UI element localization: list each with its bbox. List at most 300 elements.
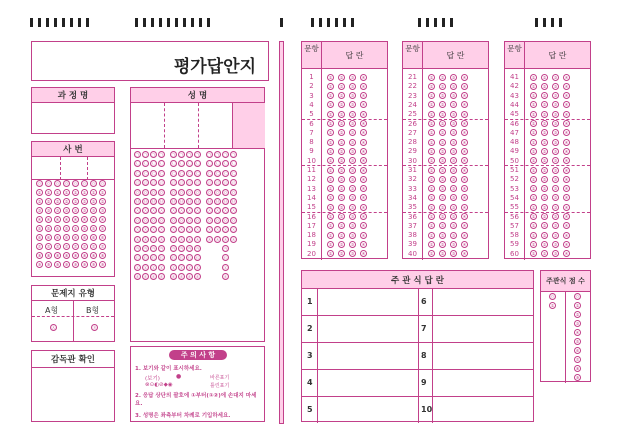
id-digit-bubble[interactable]: ⑥: [73, 235, 78, 240]
choice-bubble[interactable]: ③: [350, 93, 355, 99]
choice-bubble[interactable]: ①: [328, 130, 333, 136]
choice-bubble[interactable]: ①: [328, 83, 333, 89]
name-char-bubble[interactable]: ㉤: [215, 189, 220, 195]
name-char-bubble[interactable]: ㉧: [143, 217, 148, 223]
name-char-bubble[interactable]: ㉤: [187, 189, 192, 195]
name-char-bubble[interactable]: ㉥: [223, 198, 228, 204]
name-box[interactable]: [130, 87, 265, 342]
name-char-bubble[interactable]: ㉩: [151, 236, 156, 242]
name-char-bubble[interactable]: ㉨: [187, 227, 192, 233]
choice-bubble[interactable]: ②: [440, 83, 445, 89]
answer-row[interactable]: [302, 101, 387, 109]
id-digit-bubble[interactable]: ④: [100, 217, 105, 222]
choice-bubble[interactable]: ④: [564, 158, 569, 164]
name-char-bubble[interactable]: ㉤: [143, 189, 148, 195]
choice-bubble[interactable]: ④: [462, 186, 467, 192]
name-char-bubble[interactable]: ㉧: [187, 217, 192, 223]
choice-bubble[interactable]: ①: [328, 241, 333, 247]
choice-bubble[interactable]: ④: [564, 251, 569, 257]
choice-bubble[interactable]: ②: [542, 167, 547, 173]
choice-bubble[interactable]: ②: [440, 158, 445, 164]
choice-bubble[interactable]: ③: [553, 251, 558, 257]
choice-bubble[interactable]: ④: [361, 223, 366, 229]
choice-bubble[interactable]: ④: [462, 139, 467, 145]
choice-bubble[interactable]: ①: [531, 83, 536, 89]
id-digit-bubble[interactable]: ④: [91, 217, 96, 222]
choice-bubble[interactable]: ③: [553, 83, 558, 89]
name-char-bubble[interactable]: ㉨: [231, 227, 236, 233]
choice-bubble[interactable]: ①: [328, 139, 333, 145]
choice-bubble[interactable]: ①: [328, 158, 333, 164]
name-char-bubble[interactable]: ㉪: [159, 245, 164, 251]
name-char-bubble[interactable]: ㉨: [207, 227, 212, 233]
answer-row[interactable]: [403, 157, 488, 165]
choice-bubble[interactable]: ④: [564, 102, 569, 108]
choice-bubble[interactable]: ④: [361, 83, 366, 89]
choice-bubble[interactable]: ①: [531, 158, 536, 164]
name-char-bubble[interactable]: ㉦: [207, 208, 212, 214]
name-char-bubble[interactable]: ㉩: [171, 236, 176, 242]
choice-bubble[interactable]: ③: [451, 195, 456, 201]
choice-bubble[interactable]: ③: [553, 241, 558, 247]
id-digit-bubble[interactable]: ⑨: [91, 262, 96, 267]
name-char-bubble[interactable]: ㉪: [143, 245, 148, 251]
answer-row[interactable]: [505, 92, 590, 100]
name-char-bubble[interactable]: ㉡: [151, 161, 156, 167]
choice-bubble[interactable]: ①: [429, 204, 434, 210]
choice-bubble[interactable]: ②: [440, 93, 445, 99]
choice-bubble[interactable]: ③: [553, 223, 558, 229]
name-char-bubble[interactable]: ㉠: [171, 152, 176, 157]
name-char-bubble[interactable]: ㉩: [223, 236, 228, 242]
choice-bubble[interactable]: ②: [542, 102, 547, 108]
name-char-bubble[interactable]: ㉢: [187, 170, 192, 176]
choice-bubble[interactable]: ①: [429, 111, 434, 117]
choice-bubble[interactable]: ②: [440, 148, 445, 154]
name-char-bubble[interactable]: ㉬: [143, 264, 148, 270]
choice-bubble[interactable]: ②: [542, 111, 547, 117]
choice-bubble[interactable]: ②: [440, 102, 445, 108]
id-digit-bubble[interactable]: ⓪: [37, 181, 42, 186]
choice-bubble[interactable]: ①: [429, 241, 434, 247]
choice-bubble[interactable]: ①: [429, 167, 434, 173]
choice-bubble[interactable]: ④: [361, 195, 366, 201]
choice-bubble[interactable]: ④: [462, 130, 467, 136]
choice-bubble[interactable]: ③: [553, 93, 558, 99]
id-digit-bubble[interactable]: ⓪: [55, 181, 60, 186]
name-char-bubble[interactable]: ㉣: [179, 180, 184, 186]
choice-bubble[interactable]: ④: [462, 223, 467, 229]
choice-bubble[interactable]: ③: [553, 214, 558, 219]
name-char-bubble[interactable]: ㉪: [187, 245, 192, 251]
choice-bubble[interactable]: ②: [440, 186, 445, 192]
choice-bubble[interactable]: ④: [462, 83, 467, 89]
name-char-bubble[interactable]: ㉡: [171, 161, 176, 167]
name-char-bubble[interactable]: ㉠: [187, 152, 192, 157]
choice-bubble[interactable]: ②: [440, 251, 445, 257]
name-char-bubble[interactable]: ㉦: [171, 208, 176, 214]
choice-bubble[interactable]: ④: [564, 186, 569, 192]
name-char-bubble[interactable]: ㉫: [159, 255, 164, 261]
name-char-bubble[interactable]: ㉢: [223, 170, 228, 176]
choice-bubble[interactable]: ④: [361, 214, 366, 219]
name-char-bubble[interactable]: ㉤: [223, 189, 228, 195]
name-char-bubble[interactable]: ㉡: [135, 161, 140, 167]
choice-bubble[interactable]: ②: [542, 241, 547, 247]
id-digit-bubble[interactable]: ⑦: [64, 244, 69, 249]
name-char-bubble[interactable]: ㉢: [135, 170, 140, 176]
answer-row[interactable]: [302, 175, 387, 183]
choice-bubble[interactable]: ①: [429, 158, 434, 164]
choice-bubble[interactable]: ①: [531, 167, 536, 173]
choice-bubble[interactable]: ③: [553, 186, 558, 192]
answer-row[interactable]: [302, 213, 387, 221]
choice-bubble[interactable]: ②: [339, 93, 344, 99]
answer-row[interactable]: [403, 120, 488, 128]
choice-bubble[interactable]: ③: [553, 102, 558, 108]
choice-bubble[interactable]: ④: [564, 214, 569, 219]
choice-bubble[interactable]: ④: [361, 176, 366, 182]
id-digit-bubble[interactable]: ⑧: [37, 253, 42, 258]
choice-bubble[interactable]: ③: [350, 139, 355, 145]
choice-bubble[interactable]: ④: [361, 102, 366, 108]
id-digit-bubble[interactable]: ④: [64, 217, 69, 222]
answer-row[interactable]: [403, 129, 488, 137]
choice-bubble[interactable]: ①: [531, 74, 536, 80]
name-char-bubble[interactable]: ㉩: [135, 236, 140, 242]
choice-bubble[interactable]: ③: [553, 167, 558, 173]
answer-row[interactable]: [302, 110, 387, 118]
name-char-bubble[interactable]: ㉩: [159, 236, 164, 242]
name-char-bubble[interactable]: ㉭: [151, 274, 156, 280]
choice-bubble[interactable]: ③: [350, 74, 355, 80]
choice-bubble[interactable]: ③: [350, 232, 355, 238]
name-char-bubble[interactable]: ㉫: [171, 255, 176, 261]
proctor-box[interactable]: [31, 350, 115, 422]
name-char-bubble[interactable]: ㉤: [171, 189, 176, 195]
choice-bubble[interactable]: ③: [553, 232, 558, 238]
name-char-bubble[interactable]: ㉩: [207, 236, 212, 242]
choice-bubble[interactable]: ②: [440, 214, 445, 219]
id-digit-bubble[interactable]: ⑥: [82, 235, 87, 240]
choice-bubble[interactable]: ①: [328, 195, 333, 201]
choice-bubble[interactable]: ①: [531, 139, 536, 145]
choice-bubble[interactable]: ②: [339, 121, 344, 126]
id-digit-bubble[interactable]: ⓪: [82, 181, 87, 186]
name-char-bubble[interactable]: ㉪: [171, 245, 176, 251]
choice-bubble[interactable]: ③: [451, 251, 456, 257]
choice-bubble[interactable]: ②: [339, 214, 344, 219]
answer-row[interactable]: [302, 194, 387, 202]
answer-row[interactable]: [505, 250, 590, 258]
answer-row[interactable]: [505, 185, 590, 193]
id-digit-bubble[interactable]: ⑥: [55, 235, 60, 240]
name-char-bubble[interactable]: ㉧: [135, 217, 140, 223]
choice-bubble[interactable]: ①: [531, 251, 536, 257]
choice-bubble[interactable]: ④: [462, 93, 467, 99]
choice-bubble[interactable]: ③: [350, 121, 355, 126]
choice-bubble[interactable]: ②: [339, 83, 344, 89]
id-digit-bubble[interactable]: ⓪: [73, 181, 78, 186]
name-char-bubble[interactable]: ㉫: [223, 255, 228, 261]
answer-row[interactable]: [302, 185, 387, 193]
id-digit-bubble[interactable]: ⑧: [64, 253, 69, 258]
name-char-bubble[interactable]: ㉢: [195, 170, 200, 176]
choice-bubble[interactable]: ③: [451, 223, 456, 229]
answer-row[interactable]: [403, 185, 488, 193]
name-char-bubble[interactable]: ㉫: [143, 255, 148, 261]
name-char-bubble[interactable]: ㉢: [159, 170, 164, 176]
name-char-bubble[interactable]: ㉨: [151, 227, 156, 233]
answer-column-3[interactable]: [504, 41, 591, 259]
name-char-bubble[interactable]: ㉭: [187, 274, 192, 280]
id-digit-bubble[interactable]: ①: [100, 190, 105, 195]
name-char-bubble[interactable]: ㉥: [187, 198, 192, 204]
id-digit-bubble[interactable]: ⑤: [64, 226, 69, 231]
answer-row[interactable]: [403, 73, 488, 81]
answer-row[interactable]: [505, 166, 590, 174]
choice-bubble[interactable]: ②: [542, 93, 547, 99]
answer-row[interactable]: [302, 73, 387, 81]
choice-bubble[interactable]: ③: [451, 139, 456, 145]
name-char-bubble[interactable]: ㉡: [143, 161, 148, 167]
id-digit-bubble[interactable]: ⑧: [55, 253, 60, 258]
subjective-box[interactable]: [301, 270, 534, 422]
choice-bubble[interactable]: ②: [440, 232, 445, 238]
answer-row[interactable]: [403, 82, 488, 90]
id-digit-bubble[interactable]: ⓪: [46, 181, 51, 186]
choice-bubble[interactable]: ②: [542, 139, 547, 145]
name-char-bubble[interactable]: ㉦: [195, 208, 200, 214]
name-char-bubble[interactable]: ㉣: [187, 180, 192, 186]
id-digit-bubble[interactable]: ⑨: [46, 262, 51, 267]
answer-row[interactable]: [505, 129, 590, 137]
id-digit-bubble[interactable]: ①: [37, 190, 42, 195]
name-char-bubble[interactable]: ㉧: [195, 217, 200, 223]
name-char-bubble[interactable]: ㉡: [159, 161, 164, 167]
answer-row[interactable]: [505, 157, 590, 165]
choice-bubble[interactable]: ①: [328, 167, 333, 173]
name-char-bubble[interactable]: ㉭: [159, 274, 164, 280]
choice-bubble[interactable]: ③: [350, 148, 355, 154]
name-char-bubble[interactable]: ㉫: [195, 255, 200, 261]
id-digit-bubble[interactable]: ⑦: [37, 244, 42, 249]
name-char-bubble[interactable]: ㉦: [159, 208, 164, 214]
id-digit-bubble[interactable]: ⑨: [82, 262, 87, 267]
answer-row[interactable]: [403, 147, 488, 155]
answer-row[interactable]: [505, 120, 590, 128]
score-bubble[interactable]: ⑨: [575, 375, 580, 380]
name-char-bubble[interactable]: ㉭: [135, 274, 140, 280]
choice-bubble[interactable]: ③: [350, 158, 355, 164]
name-char-bubble[interactable]: ㉣: [151, 180, 156, 186]
id-digit-bubble[interactable]: ⑤: [100, 226, 105, 231]
choice-bubble[interactable]: ④: [361, 158, 366, 164]
choice-bubble[interactable]: ①: [429, 121, 434, 126]
score-bubble[interactable]: ②: [575, 312, 580, 317]
id-digit-bubble[interactable]: ③: [91, 208, 96, 213]
name-char-bubble[interactable]: ㉬: [151, 264, 156, 270]
choice-bubble[interactable]: ④: [462, 111, 467, 117]
choice-bubble[interactable]: ②: [542, 223, 547, 229]
name-char-bubble[interactable]: ㉬: [171, 264, 176, 270]
choice-bubble[interactable]: ④: [564, 111, 569, 117]
name-char-bubble[interactable]: ㉤: [231, 189, 236, 195]
answer-row[interactable]: [302, 147, 387, 155]
name-char-bubble[interactable]: ㉡: [215, 161, 220, 167]
choice-bubble[interactable]: ②: [542, 130, 547, 136]
choice-bubble[interactable]: ②: [542, 158, 547, 164]
choice-bubble[interactable]: ③: [553, 121, 558, 126]
choice-bubble[interactable]: ③: [350, 241, 355, 247]
answer-column-2[interactable]: [402, 41, 489, 259]
id-digit-bubble[interactable]: ⑥: [100, 235, 105, 240]
choice-bubble[interactable]: ①: [328, 214, 333, 219]
choice-bubble[interactable]: ③: [451, 130, 456, 136]
choice-bubble[interactable]: ④: [462, 204, 467, 210]
answer-row[interactable]: [505, 231, 590, 239]
choice-bubble[interactable]: ①: [531, 223, 536, 229]
choice-bubble[interactable]: ③: [553, 111, 558, 117]
name-char-bubble[interactable]: ㉠: [207, 152, 212, 157]
id-digit-bubble[interactable]: ⑨: [64, 262, 69, 267]
choice-bubble[interactable]: ①: [328, 176, 333, 182]
name-char-bubble[interactable]: ㉧: [179, 217, 184, 223]
id-digit-bubble[interactable]: ⑦: [73, 244, 78, 249]
id-digit-bubble[interactable]: ①: [91, 190, 96, 195]
answer-row[interactable]: [403, 110, 488, 118]
name-char-bubble[interactable]: ㉢: [151, 170, 156, 176]
choice-bubble[interactable]: ③: [350, 186, 355, 192]
choice-bubble[interactable]: ②: [440, 111, 445, 117]
name-char-bubble[interactable]: ㉪: [179, 245, 184, 251]
choice-bubble[interactable]: ①: [531, 121, 536, 126]
choice-bubble[interactable]: ①: [429, 176, 434, 182]
choice-bubble[interactable]: ④: [564, 232, 569, 238]
name-char-bubble[interactable]: ㉥: [231, 198, 236, 204]
choice-bubble[interactable]: ④: [564, 139, 569, 145]
name-char-bubble[interactable]: ㉣: [195, 180, 200, 186]
choice-bubble[interactable]: ④: [564, 176, 569, 182]
type-a-bubble[interactable]: Ⓐ: [51, 325, 56, 330]
choice-bubble[interactable]: ②: [339, 176, 344, 182]
choice-bubble[interactable]: ①: [328, 223, 333, 229]
choice-bubble[interactable]: ②: [339, 251, 344, 257]
choice-bubble[interactable]: ④: [361, 232, 366, 238]
choice-bubble[interactable]: ③: [553, 158, 558, 164]
name-char-bubble[interactable]: ㉤: [151, 189, 156, 195]
id-digit-bubble[interactable]: ⑧: [82, 253, 87, 258]
id-digit-bubble[interactable]: ⑧: [100, 253, 105, 258]
name-char-bubble[interactable]: ㉩: [231, 236, 236, 242]
choice-bubble[interactable]: ②: [339, 186, 344, 192]
name-char-bubble[interactable]: ㉦: [135, 208, 140, 214]
answer-row[interactable]: [302, 166, 387, 174]
answer-row[interactable]: [302, 203, 387, 211]
id-digit-bubble[interactable]: ⑨: [100, 262, 105, 267]
id-digit-bubble[interactable]: ⑤: [37, 226, 42, 231]
name-char-bubble[interactable]: ㉪: [151, 245, 156, 251]
id-digit-bubble[interactable]: ③: [100, 208, 105, 213]
choice-bubble[interactable]: ④: [361, 74, 366, 80]
choice-bubble[interactable]: ①: [531, 232, 536, 238]
choice-bubble[interactable]: ②: [339, 204, 344, 210]
score-bubble[interactable]: ⑤: [575, 339, 580, 344]
choice-bubble[interactable]: ③: [451, 186, 456, 192]
name-char-bubble[interactable]: ㉪: [135, 245, 140, 251]
name-char-bubble[interactable]: ㉦: [143, 208, 148, 214]
name-char-bubble[interactable]: ㉤: [207, 189, 212, 195]
answer-row[interactable]: [302, 138, 387, 146]
id-digit-bubble[interactable]: ①: [73, 190, 78, 195]
choice-bubble[interactable]: ①: [531, 93, 536, 99]
choice-bubble[interactable]: ①: [531, 186, 536, 192]
choice-bubble[interactable]: ①: [328, 251, 333, 257]
id-digit-bubble[interactable]: ⑤: [73, 226, 78, 231]
id-digit-bubble[interactable]: ②: [64, 199, 69, 204]
choice-bubble[interactable]: ①: [429, 195, 434, 201]
choice-bubble[interactable]: ③: [553, 74, 558, 80]
answer-row[interactable]: [403, 101, 488, 109]
name-char-bubble[interactable]: ㉡: [231, 161, 236, 167]
id-digit-bubble[interactable]: ⑦: [91, 244, 96, 249]
choice-bubble[interactable]: ②: [440, 176, 445, 182]
choice-bubble[interactable]: ④: [361, 186, 366, 192]
choice-bubble[interactable]: ②: [339, 148, 344, 154]
answer-row[interactable]: [505, 213, 590, 221]
name-char-bubble[interactable]: ㉦: [187, 208, 192, 214]
id-digit-bubble[interactable]: ②: [82, 199, 87, 204]
choice-bubble[interactable]: ②: [542, 232, 547, 238]
name-char-bubble[interactable]: ㉦: [151, 208, 156, 214]
choice-bubble[interactable]: ③: [451, 241, 456, 247]
choice-bubble[interactable]: ④: [361, 93, 366, 99]
id-digit-bubble[interactable]: ⑦: [82, 244, 87, 249]
choice-bubble[interactable]: ②: [339, 74, 344, 80]
choice-bubble[interactable]: ④: [361, 167, 366, 173]
choice-bubble[interactable]: ④: [462, 74, 467, 80]
choice-bubble[interactable]: ③: [451, 74, 456, 80]
choice-bubble[interactable]: ①: [328, 186, 333, 192]
id-digit-bubble[interactable]: ①: [46, 190, 51, 195]
choice-bubble[interactable]: ②: [339, 241, 344, 247]
name-char-bubble[interactable]: ㉫: [151, 255, 156, 261]
name-char-bubble[interactable]: ㉣: [143, 180, 148, 186]
choice-bubble[interactable]: ④: [462, 148, 467, 154]
choice-bubble[interactable]: ②: [339, 102, 344, 108]
choice-bubble[interactable]: ①: [429, 74, 434, 80]
id-digit-bubble[interactable]: ⑧: [73, 253, 78, 258]
answer-row[interactable]: [302, 250, 387, 258]
score-ones[interactable]: [574, 293, 581, 383]
choice-bubble[interactable]: ③: [553, 204, 558, 210]
choice-bubble[interactable]: ②: [542, 121, 547, 126]
choice-bubble[interactable]: ③: [451, 102, 456, 108]
id-digit-bubble[interactable]: ⑥: [64, 235, 69, 240]
name-char-bubble[interactable]: ㉦: [231, 208, 236, 214]
choice-bubble[interactable]: ②: [440, 121, 445, 126]
choice-bubble[interactable]: ②: [339, 158, 344, 164]
answer-row[interactable]: [403, 240, 488, 248]
choice-bubble[interactable]: ②: [542, 83, 547, 89]
name-char-bubble[interactable]: ㉩: [187, 236, 192, 242]
choice-bubble[interactable]: ①: [328, 121, 333, 126]
id-digit-bubble[interactable]: ④: [46, 217, 51, 222]
choice-bubble[interactable]: ③: [553, 130, 558, 136]
name-char-bubble[interactable]: ㉫: [135, 255, 140, 261]
name-char-bubble[interactable]: ㉦: [223, 208, 228, 214]
choice-bubble[interactable]: ①: [429, 214, 434, 219]
